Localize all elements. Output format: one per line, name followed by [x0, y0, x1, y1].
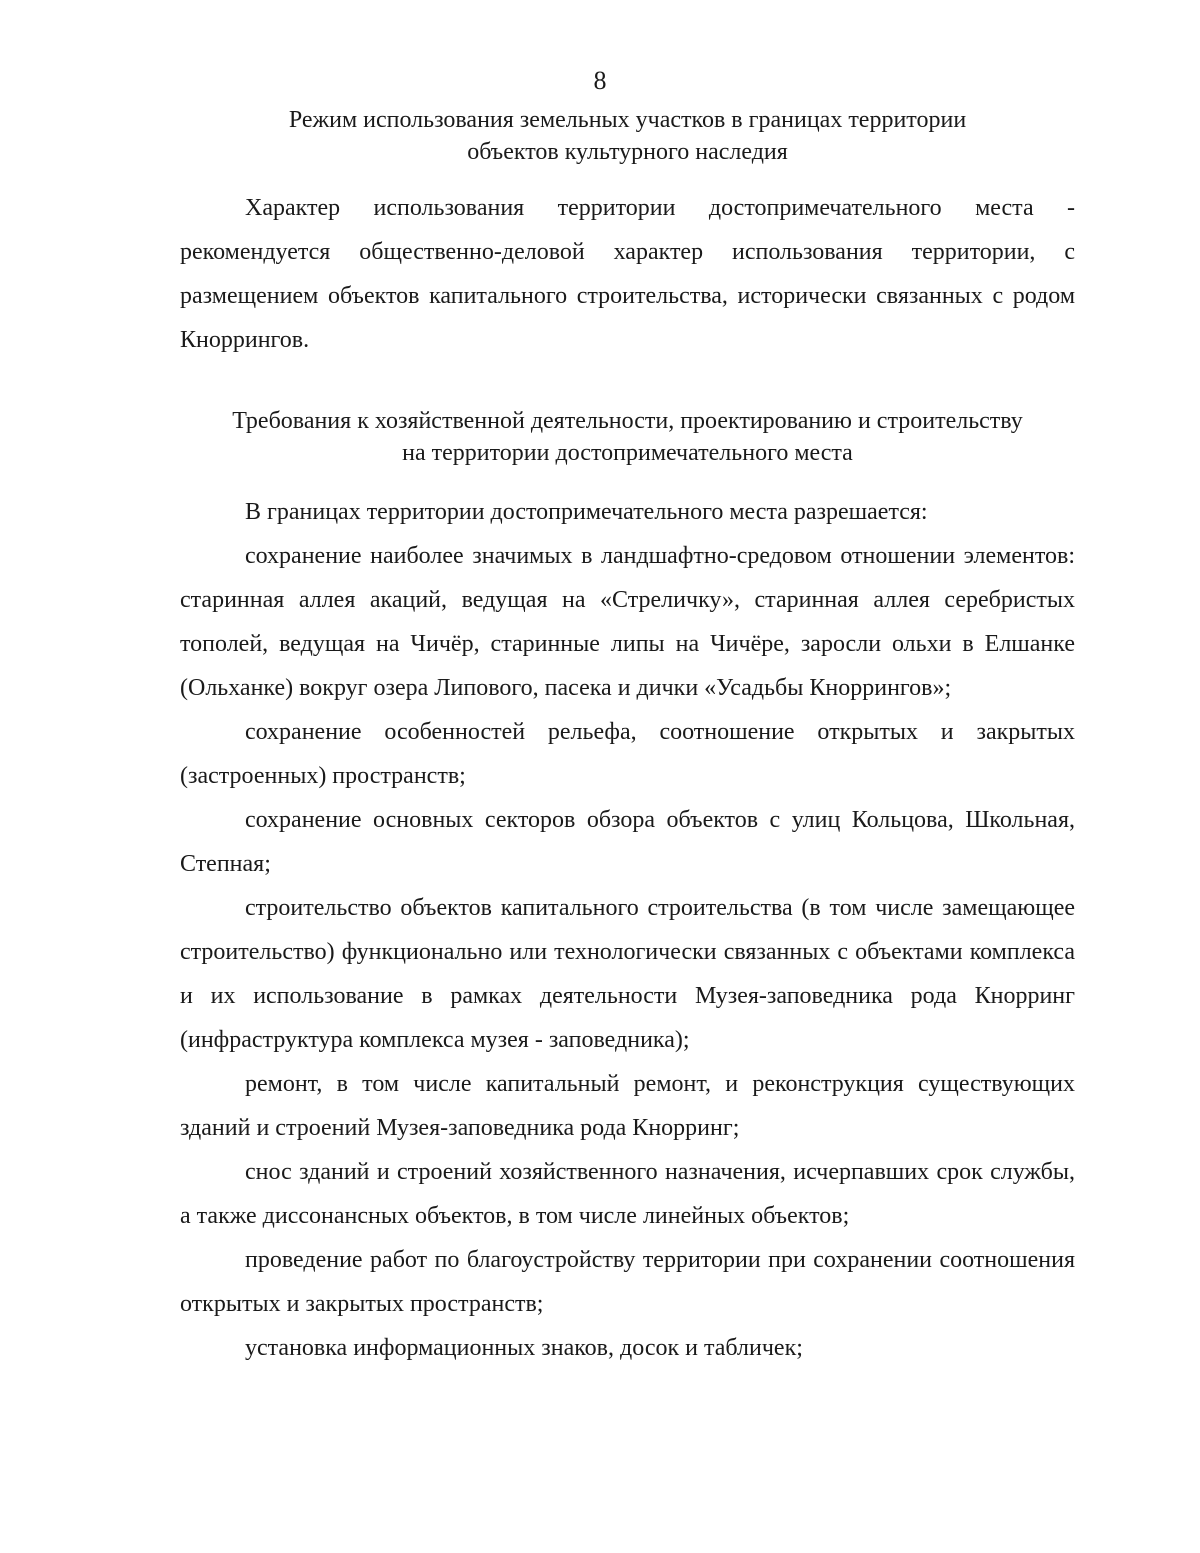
list-item: строительство объектов капитального строительства (в том числе замещающее строительство) функционально или технологически связанных с объектами комплекса и их использование в рамках деятельности Музея-заповедника рода Кнорринг (инфраструктура комплекса музея - заповедника);	[180, 895, 1075, 1053]
list-item: сохранение основных секторов обзора объектов с улиц Кольцова, Школьная, Степная;	[180, 807, 1075, 877]
list-item: снос зданий и строений хозяйственного назначения, исчерпавших срок службы, а также диссонансных объектов, в том числе линейных объектов;	[180, 1159, 1075, 1229]
list-item: установка информационных знаков, досок и табличек;	[245, 1335, 803, 1361]
section-body-requirements	[180, 490, 1075, 1370]
list-item: сохранение особенностей рельефа, соотношение открытых и закрытых (застроенных) пространств;	[180, 719, 1075, 789]
heading-line: Режим использования земельных участков в границах территории	[288, 107, 967, 133]
heading-line: Требования к хозяйственной деятельности, проектированию и строительству	[232, 408, 1023, 434]
section-body-land-use	[180, 186, 1075, 362]
paragraph: В границах территории достопримечательного места разрешается:	[245, 499, 928, 525]
heading-line: на территории достопримечательного места	[402, 440, 853, 466]
section-heading-requirements	[180, 405, 1075, 469]
list-item: ремонт, в том числе капитальный ремонт, и реконструкция существующих зданий и строений Музея-заповедника рода Кнорринг;	[180, 1071, 1075, 1141]
page-number: 8	[593, 66, 607, 95]
list-item: проведение работ по благоустройству территории при сохранении соотношения открытых и закрытых пространств;	[180, 1247, 1075, 1317]
section-heading-land-use-regime	[180, 104, 1075, 168]
heading-line: объектов культурного наследия	[467, 139, 788, 165]
list-item: сохранение наиболее значимых в ландшафтно-средовом отношении элементов: старинная аллея акаций, ведущая на «Стреличку», старинная аллея серебристых тополей, ведущая на Чичёр, старинные липы на Чичёре, заросли ольхи в Елшанке (Ольханке) вокруг озера Липового, пасека и дички «Усадьбы Кноррингов»;	[180, 543, 1075, 701]
paragraph: Характер использования территории достопримечательного места - рекомендуется общественно-деловой характер использования территории, с размещением объектов капитального строительства, исторически связанных с родом Кноррингов.	[180, 195, 1075, 353]
